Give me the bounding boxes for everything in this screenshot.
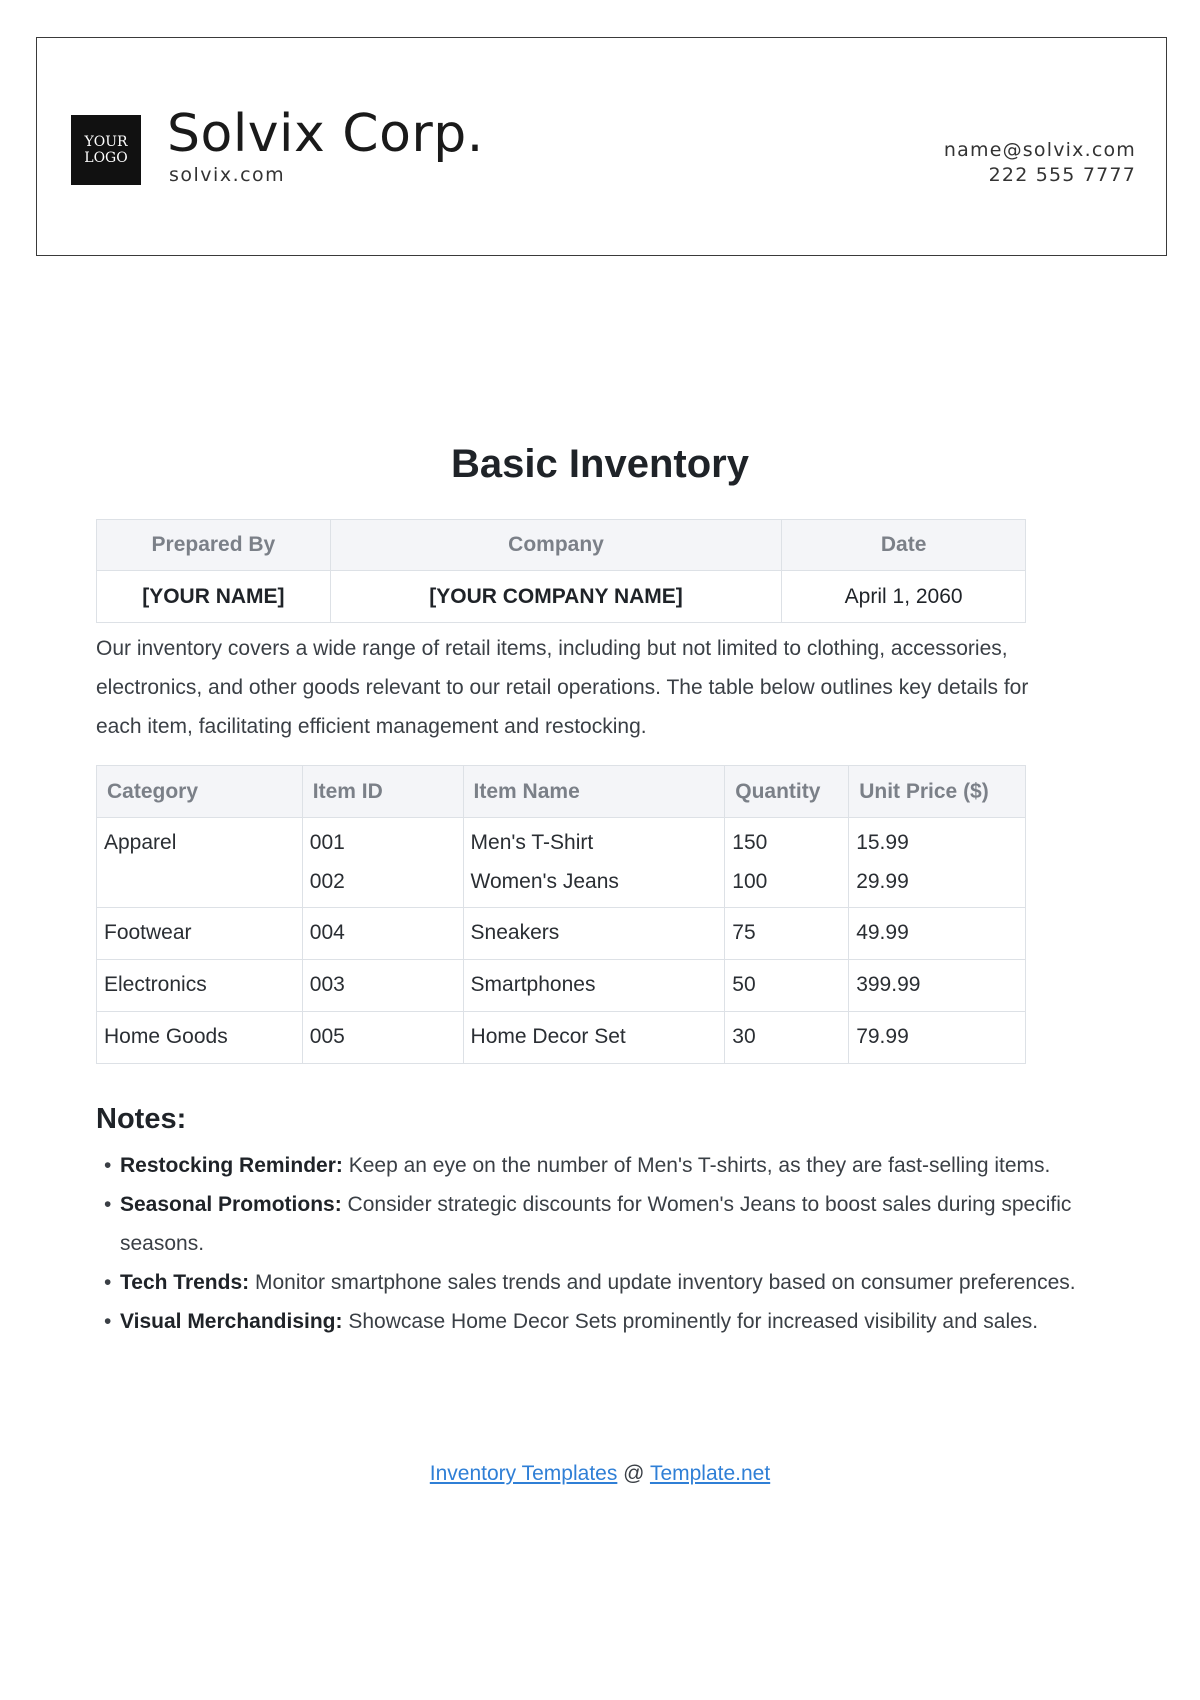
cell-quantity: 30	[725, 1012, 849, 1064]
bullet-icon: •	[104, 1154, 112, 1177]
cell-category: Home Goods	[97, 1012, 303, 1064]
table-row	[97, 960, 1026, 1012]
info-header-row	[97, 520, 1026, 571]
inventory-table	[96, 765, 1026, 1064]
info-prepared-by: [YOUR NAME]	[97, 571, 331, 623]
template-net-link[interactable]: Template.net	[649, 1462, 771, 1485]
item-price: 15.99	[856, 831, 909, 854]
cell-unit-price: 79.99	[849, 1012, 1026, 1064]
note-text: Showcase Home Decor Sets prominently for increased visibility and sales.	[342, 1310, 1039, 1333]
company-logo	[71, 115, 141, 185]
cell-quantity	[725, 818, 849, 908]
note-item	[104, 1146, 1084, 1185]
note-text: Consider strategic discounts for Women's Jeans to boost sales during specific seasons.	[120, 1193, 1072, 1255]
footer	[0, 1462, 1200, 1486]
notes-heading: Notes:	[96, 1103, 187, 1135]
cell-unit-price	[849, 818, 1026, 908]
logo-line-2: LOGO	[84, 150, 128, 166]
item-quantity: 100	[732, 870, 768, 893]
cell-quantity: 50	[725, 960, 849, 1012]
letterhead	[36, 37, 1167, 256]
cell-item-id: 004	[302, 908, 463, 960]
col-header-quantity: Quantity	[725, 766, 849, 818]
notes-list	[104, 1146, 1084, 1341]
item-name: Women's Jeans	[470, 870, 619, 893]
info-date: April 1, 2060	[782, 571, 1026, 623]
note-item	[104, 1302, 1084, 1341]
note-text: Monitor smartphone sales trends and update inventory based on consumer preferences.	[249, 1271, 1076, 1294]
cell-item-name: Sneakers	[463, 908, 725, 960]
contact-block	[944, 138, 1136, 188]
company-name: Solvix Corp.	[167, 104, 484, 164]
page-title: Basic Inventory	[451, 442, 749, 486]
inventory-header-row	[97, 766, 1026, 818]
cell-category: Apparel	[97, 818, 303, 908]
logo-line-1: YOUR	[84, 134, 128, 150]
note-label: Seasonal Promotions:	[120, 1193, 342, 1216]
note-label: Restocking Reminder:	[120, 1154, 343, 1177]
cell-quantity: 75	[725, 908, 849, 960]
cell-item-name: Smartphones	[463, 960, 725, 1012]
table-row	[97, 818, 1026, 908]
cell-item-id	[302, 818, 463, 908]
footer-separator: @	[617, 1462, 650, 1485]
col-header-item-id: Item ID	[302, 766, 463, 818]
company-url: solvix.com	[169, 164, 286, 186]
bullet-icon: •	[104, 1271, 112, 1294]
cell-category: Footwear	[97, 908, 303, 960]
item-id: 002	[309, 870, 345, 893]
info-header-company: Company	[330, 520, 781, 571]
note-item	[104, 1263, 1084, 1302]
col-header-item-name: Item Name	[463, 766, 725, 818]
note-text: Keep an eye on the number of Men's T-shirts, as they are fast-selling items.	[342, 1154, 1051, 1177]
note-label: Tech Trends:	[120, 1271, 250, 1294]
intro-paragraph: Our inventory covers a wide range of retail items, including but not limited to clothing, accessories, electronics, and other goods relevant to our retail operations. The table below outlines key details for each item, facilitating efficient management and restocking.	[96, 637, 1029, 738]
cell-item-name: Home Decor Set	[463, 1012, 725, 1064]
info-table	[96, 519, 1026, 623]
item-price: 29.99	[856, 870, 909, 893]
item-id: 001	[309, 831, 345, 854]
item-quantity: 150	[732, 831, 768, 854]
inventory-templates-link[interactable]: Inventory Templates	[429, 1462, 618, 1485]
info-header-prepared-by: Prepared By	[97, 520, 331, 571]
cell-unit-price: 399.99	[849, 960, 1026, 1012]
note-item	[104, 1185, 1084, 1263]
info-value-row	[97, 571, 1026, 623]
note-label: Visual Merchandising:	[120, 1310, 343, 1333]
item-name: Men's T-Shirt	[470, 831, 594, 854]
table-row	[97, 1012, 1026, 1064]
col-header-unit-price: Unit Price ($)	[849, 766, 1026, 818]
cell-unit-price: 49.99	[849, 908, 1026, 960]
cell-item-name	[463, 818, 725, 908]
info-header-date: Date	[782, 520, 1026, 571]
cell-item-id: 005	[302, 1012, 463, 1064]
bullet-icon: •	[104, 1310, 112, 1333]
contact-email: name@solvix.com	[943, 139, 1136, 161]
cell-item-id: 003	[302, 960, 463, 1012]
cell-category: Electronics	[97, 960, 303, 1012]
table-row	[97, 908, 1026, 960]
bullet-icon: •	[104, 1193, 112, 1216]
col-header-category: Category	[97, 766, 303, 818]
info-company: [YOUR COMPANY NAME]	[330, 571, 781, 623]
contact-phone: 222 555 7777	[988, 164, 1136, 186]
